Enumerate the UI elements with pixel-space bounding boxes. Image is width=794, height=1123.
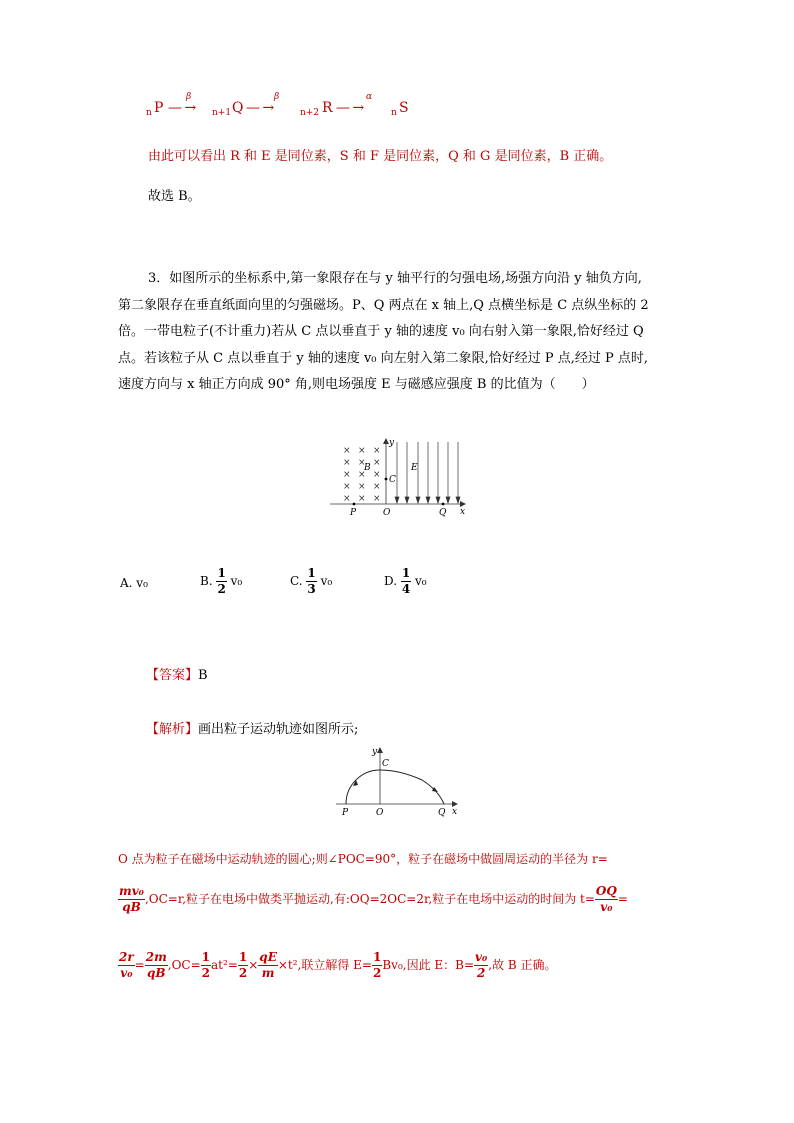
option-d-fraction	[401, 566, 411, 597]
question-line-4: 点。若该粒子从 C 点以垂直于 y 轴的速度 v₀ 向左射入第二象限,恰好经过 P 点,经过 P 点时,	[118, 350, 649, 366]
option-c-numerator: 1	[307, 566, 316, 580]
label-o: O	[383, 508, 391, 518]
frac-den: qB	[146, 966, 166, 980]
label-x: x	[460, 507, 466, 517]
cross-mark: ×	[343, 458, 351, 468]
point-c	[385, 478, 388, 481]
frac-den: 2	[238, 966, 248, 980]
question-line-1: 3．如图所示的坐标系中,第一象限存在与 y 轴平行的匀强电场,场强方向沿 y 轴负方向,	[148, 271, 642, 286]
cross-mark: ×	[373, 446, 381, 456]
cross-mark: ×	[358, 446, 366, 456]
electric-parabola-path	[380, 770, 444, 804]
chain-s: S	[399, 100, 409, 116]
fraction-qe-m	[258, 950, 278, 981]
equals-sign: =	[617, 892, 628, 906]
chain-r: R	[322, 100, 333, 116]
frac-den: qB	[122, 900, 141, 914]
cross-mark: ×	[358, 482, 366, 492]
label-y: y	[372, 747, 378, 757]
fraction-2m-qb	[145, 950, 168, 981]
option-b-suffix: v₀	[230, 574, 243, 588]
option-b-numerator: 1	[217, 566, 226, 580]
chain-arrow-1: — →	[168, 100, 196, 116]
frac-den: 2	[372, 966, 382, 980]
question-line-2: 第二象限存在垂直纸面向里的匀强磁场。P、Q 两点在 x 轴上,Q 点横坐标是 C 点纵坐标的 2	[118, 297, 649, 313]
fraction-half	[201, 950, 211, 981]
label-o: O	[376, 808, 384, 818]
cross-mark: ×	[373, 494, 381, 504]
label-y: y	[389, 438, 395, 448]
solution-line-1: O 点为粒子在磁场中运动轨迹的圆心;则∠POC=90°，粒子在磁场中做圆周运动的半径为 r=	[118, 852, 608, 866]
fraction-2r-v0	[118, 950, 135, 981]
analysis	[146, 718, 358, 737]
trajectory-diagram	[334, 744, 464, 820]
chain-arrow-2-label: β	[274, 92, 280, 102]
frac-num: 2r	[119, 950, 134, 964]
question-line-3: 倍。一带电粒子(不计重力)若从 C 点以垂直于 y 轴的速度 v₀ 向右射入第一象限,恰好经过 Q	[118, 324, 644, 339]
cross-mark: ×	[358, 494, 366, 504]
solution-text-3e: ,故 B 正确。	[488, 958, 557, 972]
fraction-v0-2	[474, 950, 488, 981]
option-c-denominator: 3	[307, 582, 316, 596]
frac-num: v₀	[475, 950, 488, 964]
option-d-suffix: v₀	[415, 574, 427, 588]
answer-value: B	[198, 668, 208, 683]
analysis-text: 画出粒子运动轨迹如图所示;	[198, 722, 359, 737]
cross-mark: ×	[358, 458, 366, 468]
magnetic-field-crosses	[343, 446, 381, 504]
frac-num: OQ	[595, 884, 617, 898]
cross-mark: ×	[358, 470, 366, 480]
cross-mark: ×	[373, 458, 381, 468]
chain-arrow-1-label: β	[186, 92, 192, 102]
label-p: P	[342, 808, 349, 818]
point-q	[442, 503, 445, 506]
option-c-prefix: C.	[290, 574, 303, 588]
therefore-text: 故选 B。	[148, 189, 201, 204]
solution-text-3a: ,OC=	[167, 958, 201, 972]
frac-num: 1	[201, 950, 211, 964]
frac-den: v₀	[120, 966, 133, 980]
chain-p: P	[154, 100, 164, 116]
frac-num: qE	[259, 950, 277, 964]
fraction-half	[238, 950, 248, 981]
chain-arrow-3-label: α	[366, 92, 373, 102]
conclusion-text: 由此可以看出 R 和 E 是同位素，S 和 F 是同位素，Q 和 G 是同位素，B 正确。	[148, 149, 613, 164]
answer-label: 【答案】	[146, 668, 199, 683]
fraction-oq-v0	[595, 884, 618, 915]
cross-mark: ×	[343, 446, 351, 456]
cross-mark: ×	[373, 482, 381, 492]
label-p: P	[350, 508, 357, 518]
fraction-mv0-qb	[118, 884, 145, 915]
solution-text-3c: ×t²,联立解得 E=	[277, 958, 372, 972]
frac-den: 2	[476, 966, 486, 980]
chain-sub-1: n	[146, 108, 152, 118]
option-b-fraction	[216, 566, 226, 597]
answer	[146, 664, 208, 683]
option-d-numerator: 1	[401, 566, 411, 580]
label-e: E	[411, 463, 418, 473]
chain-sub-2: n+1	[212, 108, 232, 118]
chain-arrow-3: — →	[336, 100, 364, 116]
label-c: C	[389, 475, 396, 485]
label-q: Q	[439, 508, 447, 518]
electric-field-lines	[395, 442, 460, 503]
label-b: B	[364, 463, 371, 473]
solution-text-3b: at²=	[211, 958, 238, 972]
chain-sub-3: n+2	[300, 108, 320, 118]
chain-arrow-2: — →	[246, 100, 274, 116]
y-axis-arrow	[377, 747, 383, 753]
solution-text-3d: Bv₀,因此 E：B=	[382, 958, 475, 972]
frac-num: mv₀	[119, 884, 144, 898]
option-c[interactable]	[290, 566, 332, 597]
question-line-5: 速度方向与 x 轴正方向成 90° 角,则电场强度 E 与磁感应强度 B 的比值为（ ）	[118, 377, 595, 392]
cross-mark: ×	[373, 470, 381, 480]
analysis-label: 【解析】	[146, 722, 199, 737]
cross-mark: ×	[343, 482, 351, 492]
chain-sub-4: n	[391, 108, 397, 118]
frac-den: v₀	[600, 900, 613, 914]
option-a[interactable]: A. v₀	[120, 576, 148, 590]
option-d[interactable]	[384, 566, 427, 597]
frac-den: 2	[201, 966, 211, 980]
cross-mark: ×	[343, 494, 351, 504]
times-sign: ×	[248, 958, 259, 972]
option-d-denominator: 4	[401, 582, 411, 596]
label-q: Q	[438, 808, 446, 818]
field-diagram	[330, 436, 480, 518]
equals-sign: =	[134, 958, 145, 972]
point-p	[353, 503, 356, 506]
cross-mark: ×	[343, 470, 351, 480]
option-d-prefix: D.	[384, 574, 398, 588]
label-x: x	[452, 807, 458, 817]
solution-line-3	[118, 950, 557, 981]
option-b-prefix: B.	[200, 574, 213, 588]
fraction-half	[372, 950, 382, 981]
solution-text-2a: ,OC=r,粒子在电场中做类平抛运动,有:OQ=2OC=2r,粒子在电场中运动的时间为 t=	[144, 892, 595, 906]
frac-den: m	[261, 966, 275, 980]
frac-num: 2m	[145, 950, 167, 964]
option-c-fraction	[306, 566, 316, 597]
option-c-suffix: v₀	[320, 574, 333, 588]
option-b-denominator: 2	[217, 582, 226, 596]
solution-line-2	[118, 884, 628, 915]
frac-num: 1	[372, 950, 382, 964]
chain-q: Q	[232, 100, 244, 116]
frac-num: 1	[238, 950, 248, 964]
magnetic-arc-path	[346, 770, 380, 804]
option-b[interactable]	[200, 566, 242, 597]
question-text	[118, 266, 678, 399]
label-c: C	[382, 759, 389, 769]
